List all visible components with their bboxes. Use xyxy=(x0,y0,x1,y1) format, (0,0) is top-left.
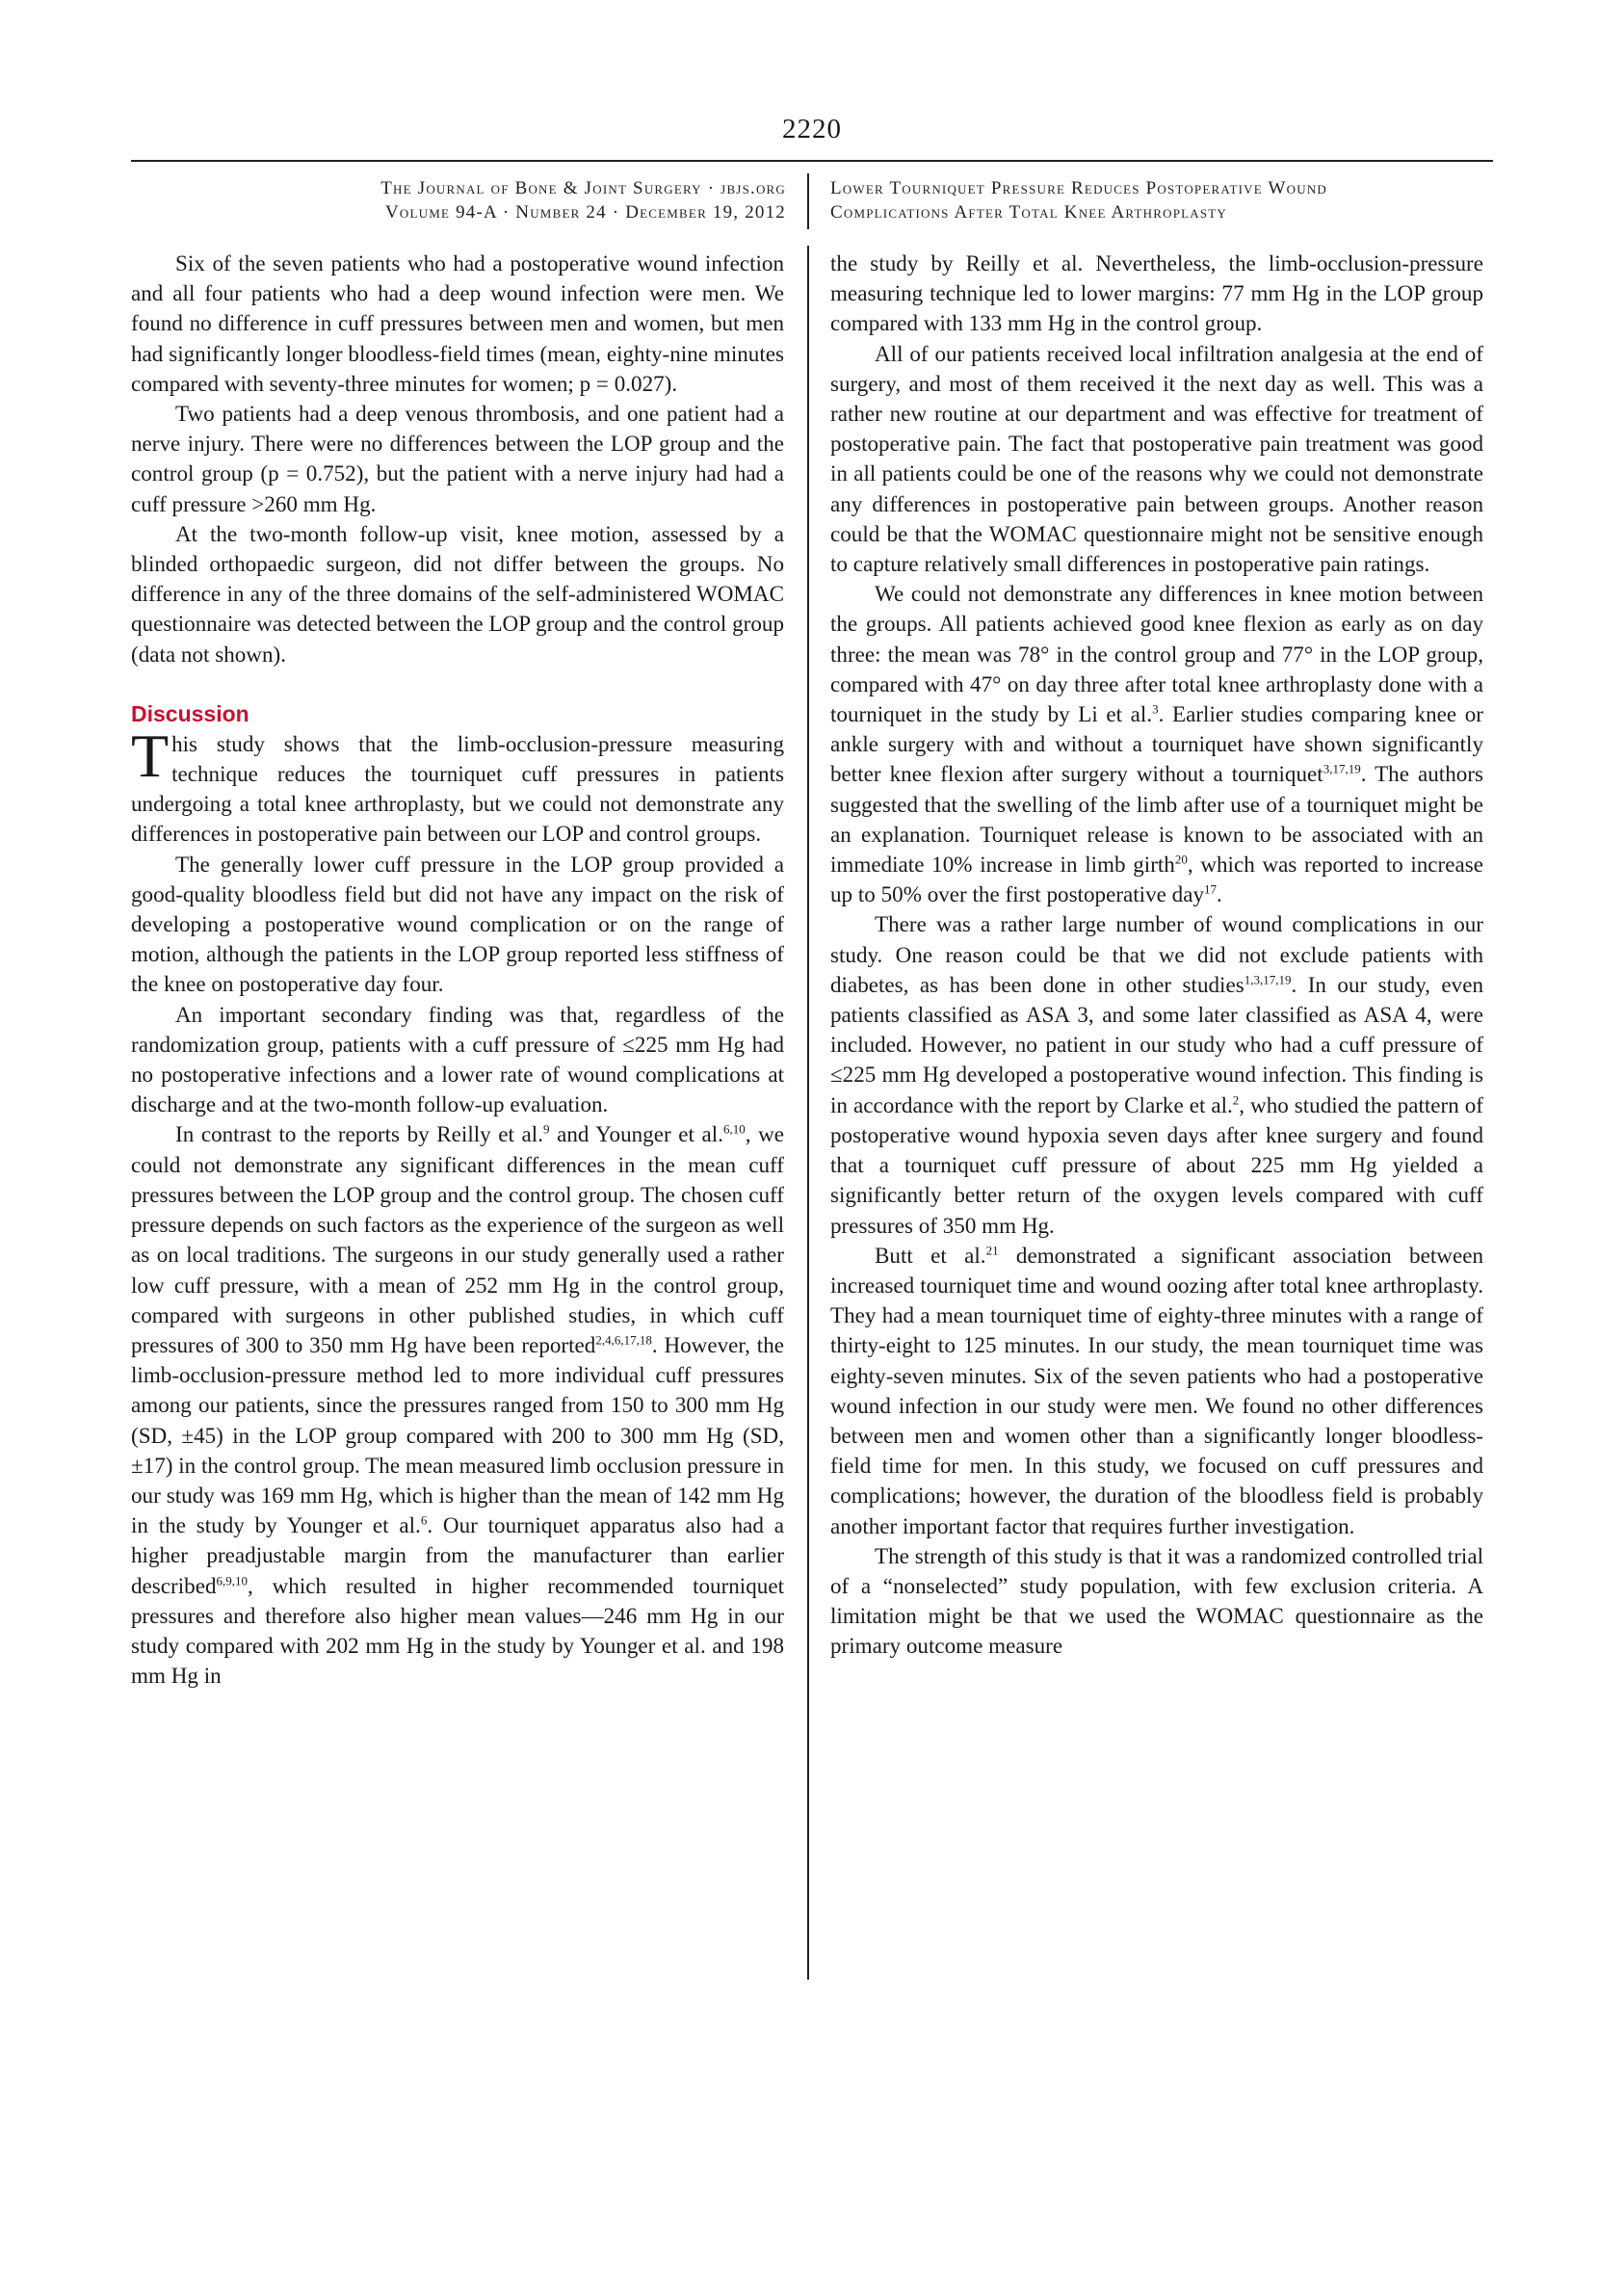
journal-title-line: The Journal of Bone & Joint Surgery · jbjs.org xyxy=(380,178,786,198)
paragraph-text: . In our study, even patients classified as ASA 3, and some later classified as ASA 4, were included. However, no patient in our study who had a cuff pressure of ≤225 mm Hg developed a postoperative wound infection. This finding is in accordance with the report by Clarke et al. xyxy=(830,971,1484,1117)
citation: 17 xyxy=(1204,881,1218,897)
paragraph: An important secondary finding was that, regardless of the randomization group, patients with a cuff pressure of ≤225 mm Hg had no postoperative infections and a lower rate of wound complications at discharge and at the two-month follow-up evaluation. xyxy=(131,1001,784,1117)
discussion-heading: Discussion xyxy=(131,700,249,726)
citation: 6 xyxy=(420,1512,428,1528)
citation: 2,4,6,17,18 xyxy=(595,1332,652,1348)
citation: 20 xyxy=(1174,852,1188,867)
running-head-divider xyxy=(807,173,809,229)
page-number: 2220 xyxy=(782,114,842,144)
paragraph-text: . Earlier studies comparing knee or ankle surgery with and without a tourniquet have shown significantly better knee flexion after surgery without a tourniquet xyxy=(830,701,1483,787)
article-title-line-1: Lower Tourniquet Pressure Reduces Postoperative Wound xyxy=(830,178,1327,198)
paragraph-text: . Our tourniquet apparatus also had a higher preadjustable margin from the manufacturer than earlier described xyxy=(131,1512,784,1598)
paragraph: The generally lower cuff pressure in the LOP group provided a good-quality bloodless field but did not have any impact on the risk of developing a postoperative wound complication or on the range of motion, although the patients in the LOP group reported less stiffness of the knee on postoperative day four. xyxy=(131,851,784,997)
running-head-journal xyxy=(131,176,786,224)
paragraph-text: his study shows that the limb-occlusion-pressure measuring technique reduces the tourniquet cuff pressures in patients undergoing a total knee arthroplasty, but we could not demonstrate any differences in postoperative pain between our LOP and control groups. xyxy=(131,730,784,847)
paragraph: All of our patients received local infiltration analgesia at the end of surgery, and most of them received it the next day as well. This was a rather new routine at our department and was effective for treatment of postoperative pain. The fact that postoperative pain treatment was good in all patients could be one of the reasons why we could not demonstrate any differences in postoperative pain between groups. Another reason could be that the WOMAC questionnaire might not be sensitive enough to capture relatively small differences in postoperative pain ratings. xyxy=(830,340,1483,577)
paragraph: Six of the seven patients who had a postoperative wound infection and all four patients who had a deep wound infection were men. We found no difference in cuff pressures between men and women, but men had significantly longer bloodless-field times (mean, eighty-nine minutes compared with seventy-three minutes for women; p = 0.027). xyxy=(131,250,784,396)
drop-cap: T xyxy=(131,721,170,790)
paragraph: At the two-month follow-up visit, knee motion, assessed by a blinded orthopaedic surgeon, did not differ between the groups. No difference in any of the three domains of the self-administered WOMAC questionnaire was detected between the LOP group and the control group (data not shown). xyxy=(131,520,784,667)
paragraph xyxy=(830,1241,1483,1541)
right-column xyxy=(830,249,1483,1662)
paragraph: the study by Reilly et al. Nevertheless, the limb-occlusion-pressure measuring technique led to lower margins: 77 mm Hg in the LOP group compared with 133 mm Hg in the control group. xyxy=(830,250,1483,336)
citation: 6,10 xyxy=(722,1121,746,1137)
paragraph xyxy=(830,909,1483,1240)
paragraph-text: and Younger et al. xyxy=(549,1121,723,1147)
paragraph xyxy=(830,579,1483,909)
citation: 1,3,17,19 xyxy=(1244,972,1292,987)
paragraph-text: , which resulted in higher recommended tourniquet pressures and therefore also higher mean values—246 mm Hg in our study compared with 202 mm Hg in the study by Younger et al. and 198 mm Hg in xyxy=(131,1572,784,1689)
paragraph-text: . xyxy=(1217,881,1222,907)
header-rule xyxy=(131,160,1493,162)
running-head-article xyxy=(830,176,1485,224)
paragraph-text: , which was reported to increase up to 50% over the first postoperative day xyxy=(830,852,1483,907)
paragraph xyxy=(131,721,784,850)
paragraph-text: . The authors suggested that the swelling of the limb after use of a tourniquet might be an explanation. Tourniquet release is known to be associated with an immediate 10% increase in limb girth xyxy=(830,761,1483,878)
citation: 3,17,19 xyxy=(1323,761,1361,776)
paragraph: Two patients had a deep venous thrombosis, and one patient had a nerve injury. There were no differences between the LOP group and the control group (p = 0.752), but the patient with a nerve injury had had a cuff pressure >260 mm Hg. xyxy=(131,401,784,516)
paragraph-text: Butt et al. xyxy=(875,1242,986,1268)
citation: 6,9,10 xyxy=(216,1572,248,1588)
citation: 2 xyxy=(1232,1092,1240,1107)
paragraph-text: demonstrated a significant association between increased tourniquet time and wound oozing after total knee arthroplasty. They had a mean tourniquet time of eighty-three minutes with a range of thirty-eight to 125 minutes. In our study, the mean tourniquet time was eighty-seven minutes. Six of the seven patients who had a postoperative wound infection in our study were men. We found no other differences between men and women other than a significantly longer bloodless-field time for men. In this study, we focused on cuff pressures and complications; however, the duration of the bloodless field is probably another important factor that requires further investigation. xyxy=(830,1242,1483,1538)
paragraph: The strength of this study is that it was a randomized controlled trial of a “nonselected” study population, with few exclusion criteria. A limitation might be that we used the WOMAC questionnaire as the primary outcome measure xyxy=(830,1542,1483,1659)
citation: 3 xyxy=(1152,701,1159,717)
citation: 21 xyxy=(985,1243,999,1258)
journal-issue-line: Volume 94-A · Number 24 · December 19, 2012 xyxy=(384,202,786,223)
paragraph-text: , we could not demonstrate any significant differences in the mean cuff pressures between the LOP group and the control group. The chosen cuff pressure depends on such factors as the experience of the surgeon as well as on local traditions. The surgeons in our study generally used a rather low cuff pressure, with a mean of 252 mm Hg in the control group, compared with surgeons in other published studies, in which cuff pressures of 300 to 350 mm Hg have been reported xyxy=(131,1121,785,1357)
column-divider xyxy=(807,246,809,1980)
paragraph-text: , who studied the pattern of postoperative wound hypoxia seven days after knee surgery and found that a tourniquet cuff pressure of about 225 mm Hg yielded a significantly better return of the oxygen levels compared with cuff pressures of 350 mm Hg. xyxy=(830,1091,1483,1238)
paragraph-text: In contrast to the reports by Reilly et al. xyxy=(175,1121,544,1147)
article-title-line-2: Complications After Total Knee Arthroplasty xyxy=(830,202,1228,223)
paragraph xyxy=(131,1119,784,1691)
citation: 9 xyxy=(543,1121,550,1137)
paragraph-text: . However, the limb-occlusion-pressure method led to more individual cuff pressures among our patients, since the pressures ranged from 150 to 300 mm Hg (SD, ±45) in the LOP group compared with 200 to 300 mm Hg (SD, ±17) in the control group. The mean measured limb occlusion pressure in our study was 169 mm Hg, which is higher than the mean of 142 mm Hg in the study by Younger et al. xyxy=(131,1331,784,1538)
left-column xyxy=(131,249,784,1691)
paragraph-text: We could not demonstrate any differences in knee motion between the groups. All patients achieved good knee flexion as early as on day three: the mean was 78° in the control group and 77° in the LOP group, compared with 47° on day three after total knee arthroplasty done with a tourniquet in the study by Li et al. xyxy=(830,581,1483,727)
paragraph-text: There was a rather large number of wound complications in our study. One reason could be that we did not exclude patients with diabetes, as has been done in other studies xyxy=(830,911,1483,997)
